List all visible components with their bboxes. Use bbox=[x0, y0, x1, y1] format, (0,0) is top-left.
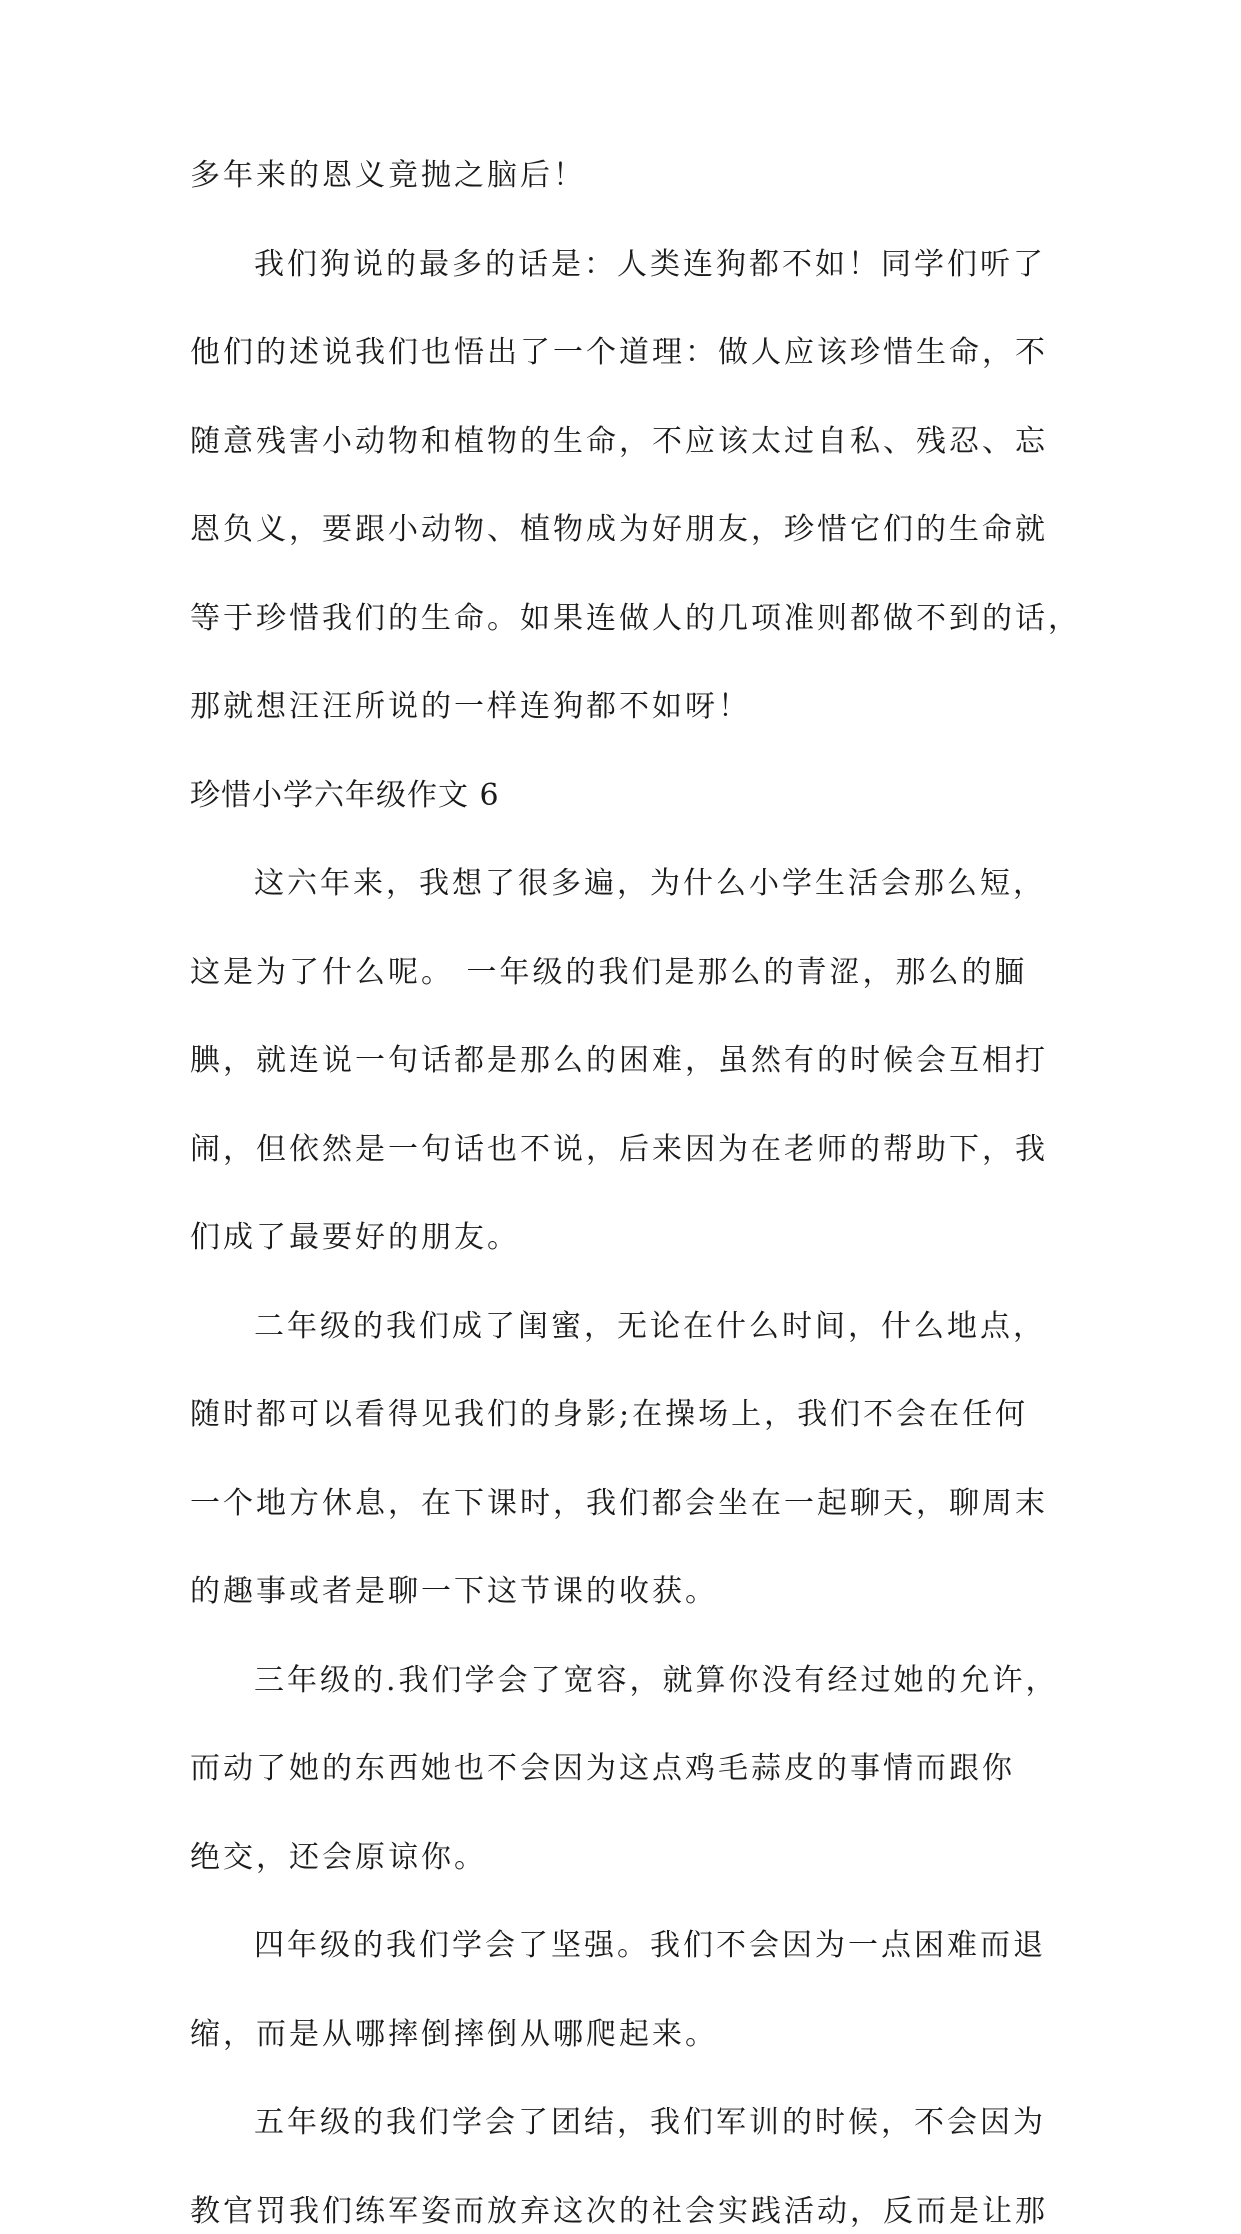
text-line: 他们的述说我们也悟出了一个道理：做人应该珍惜生命，不 bbox=[190, 335, 1048, 370]
text-line: 二年级的我们成了闺蜜，无论在什么时间，什么地点， bbox=[254, 1308, 1046, 1344]
section-heading: 珍惜小学六年级作文 6 bbox=[190, 777, 500, 813]
text-line: 教官罚我们练军姿而放弃这次的社会实践活动，反而是让那 bbox=[190, 2193, 1048, 2229]
text-line: 的趣事或者是聊一下这节课的收获。 bbox=[190, 1574, 718, 1609]
text-line: 随时都可以看得见我们的身影;在操场上，我们不会在任何 bbox=[190, 1397, 1029, 1432]
text-line: 而动了她的东西她也不会因为这点鸡毛蒜皮的事情而跟你 bbox=[190, 1751, 1015, 1786]
text-line: 多年来的恩义竟抛之脑后！ bbox=[190, 158, 586, 193]
text-line: 们成了最要好的朋友。 bbox=[190, 1220, 520, 1255]
text-line: 闹，但依然是一句话也不说，后来因为在老师的帮助下，我 bbox=[190, 1131, 1048, 1167]
text-line: 这是为了什么呢。 一年级的我们是那么的青涩，那么的腼 bbox=[190, 954, 1028, 990]
text-line: 一个地方休息，在下课时，我们都会坐在一起聊天，聊周末 bbox=[190, 1485, 1048, 1521]
text-line: 恩负义，要跟小动物、植物成为好朋友，珍惜它们的生命就 bbox=[190, 512, 1048, 547]
text-line: 五年级的我们学会了团结，我们军训的时候，不会因为 bbox=[254, 2105, 1046, 2140]
document-body bbox=[190, 154, 1081, 2234]
text-line: 四年级的我们学会了坚强。我们不会因为一点困难而退 bbox=[254, 1928, 1046, 1963]
text-line: 等于珍惜我们的生命。如果连做人的几项准则都做不到的话， bbox=[190, 600, 1081, 636]
text-line: 我们狗说的最多的话是：人类连狗都不如！同学们听了 bbox=[254, 246, 1046, 282]
text-line: 三年级的.我们学会了宽容，就算你没有经过她的允许， bbox=[254, 1662, 1059, 1698]
text-line: 随意残害小动物和植物的生命，不应该太过自私、残忍、忘 bbox=[190, 423, 1048, 459]
text-line: 绝交，还会原谅你。 bbox=[190, 1839, 487, 1875]
text-line: 腆，就连说一句话都是那么的困难，虽然有的时候会互相打 bbox=[190, 1043, 1048, 1078]
text-line: 这六年来，我想了很多遍，为什么小学生活会那么短， bbox=[254, 866, 1046, 901]
text-line: 缩，而是从哪摔倒摔倒从哪爬起来。 bbox=[190, 2016, 718, 2052]
text-line: 那就想汪汪所说的一样连狗都不如呀！ bbox=[190, 689, 751, 724]
